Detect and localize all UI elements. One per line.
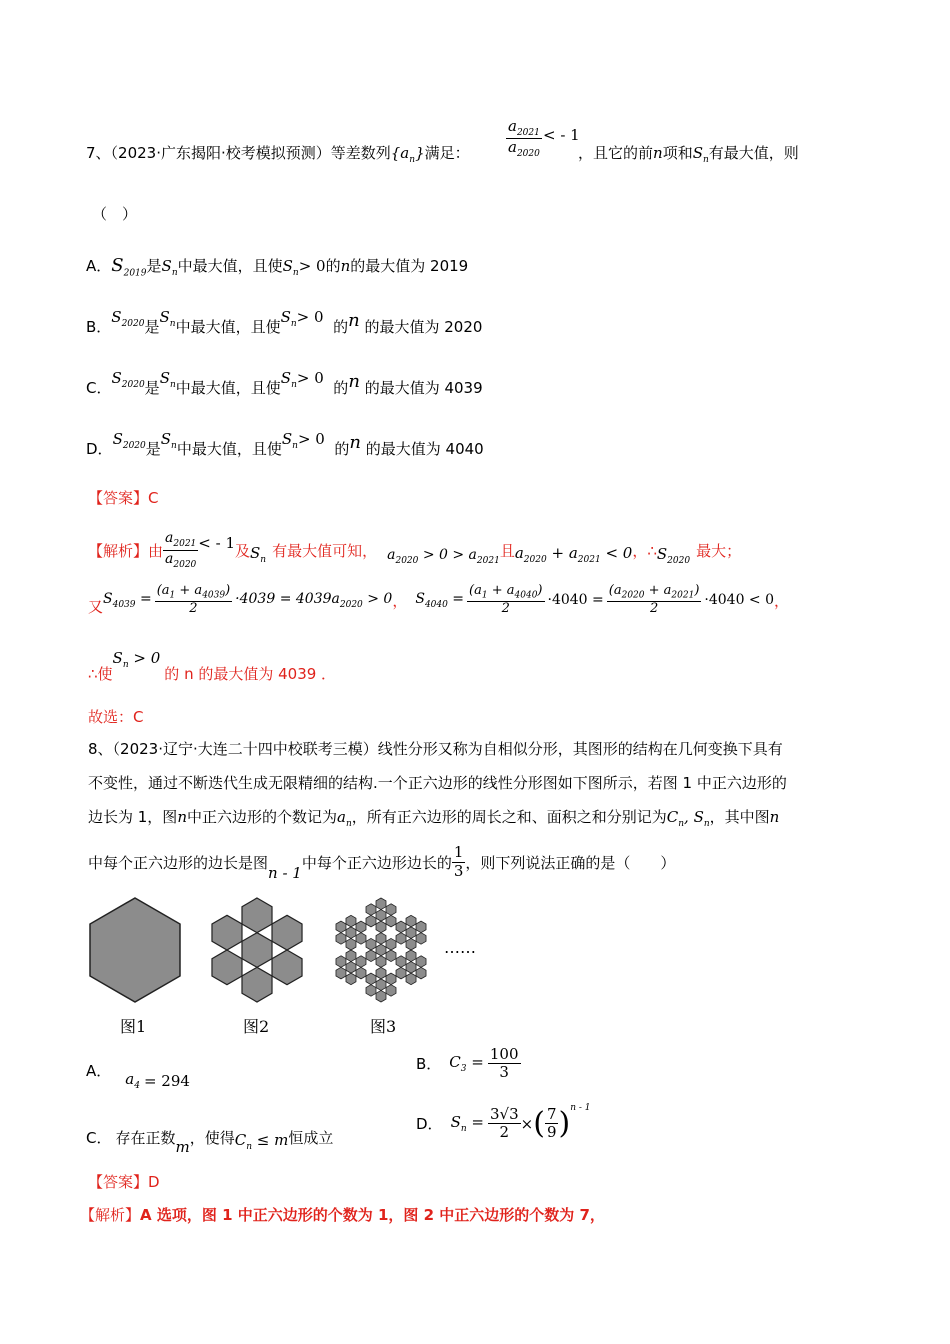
q7-paren: （ ）: [92, 205, 138, 223]
hexagon-shape: [396, 956, 406, 968]
q7-tail3: 有最大值，则: [708, 144, 799, 162]
q8-line3b: 中正六边形的个数记为: [186, 808, 337, 826]
q8-an-sub: n: [345, 819, 352, 829]
q7-cond-fraction: [506, 118, 542, 160]
option-text3: 的最大值为 4040: [365, 440, 484, 458]
option-n: n: [348, 310, 360, 331]
q8-option-c[interactable]: [86, 1118, 333, 1156]
q8-third-den: 3: [453, 861, 464, 880]
line2-frac3: [607, 584, 702, 617]
option-mid: 是: [144, 318, 160, 336]
option-Sn-letter: S: [161, 257, 172, 275]
analysis-Sn: $S_n$: [250, 543, 267, 565]
analysis-ineq2-plus: +: [551, 543, 565, 562]
q7-S-letter: S: [692, 144, 703, 162]
q8-n-1: n - 1: [268, 864, 302, 882]
option-n: n: [349, 432, 361, 453]
q7-analysis-line2: [88, 578, 789, 622]
line2-S4039: $S_{4039}$ =: [103, 590, 152, 610]
option-Sn: [160, 430, 177, 451]
hexagon-shape: [386, 938, 396, 950]
line2-S4040-sub: 4040: [424, 599, 448, 610]
hexagon-shape: [406, 950, 416, 962]
q7-cond-num-a: a: [508, 117, 517, 135]
q7-S-sub: n: [702, 155, 709, 165]
q8-analysis: [80, 1204, 605, 1225]
optA-a4: $a_4$: [125, 1070, 140, 1091]
line2-frac2-sub2: 4040: [514, 590, 538, 601]
q7-stem-tail: [578, 142, 799, 165]
q8-line4b: 中每个正六边形边长的: [301, 853, 452, 872]
option-ineq-sub: n: [292, 441, 298, 451]
option-S: $S_{2020}$: [111, 369, 145, 390]
line2-frac1-sub1: 1: [169, 590, 176, 601]
analysis-and: 及: [235, 541, 251, 560]
option-text2: 的: [325, 257, 341, 275]
option-ineq-S: $S_n$: [281, 430, 298, 451]
option-Sn-sub: n: [169, 380, 176, 390]
q8-Sn-sub: n: [703, 819, 710, 829]
hexagon-shape: [356, 956, 366, 968]
hexagon-shape: [212, 950, 242, 985]
analysis-has-max: 有最大值可知，: [272, 541, 378, 560]
hexagon-shape: [406, 962, 416, 974]
q8-option-b[interactable]: [416, 1046, 521, 1082]
line2-comma: ，: [392, 591, 408, 610]
q8-line3d: ，其中图: [709, 808, 770, 826]
optD-exp: n - 1: [570, 1102, 591, 1113]
option-Sn: [159, 369, 176, 390]
hexagon-shape: [336, 967, 346, 979]
hexagon-shape: [336, 956, 346, 968]
hexagon-shape: [376, 921, 386, 933]
line2-frac2: [467, 584, 544, 617]
hexagon-shape: [212, 915, 242, 950]
analysis-S2020: $S_{2020}$: [656, 544, 691, 566]
hexagon-shape: [346, 962, 356, 974]
analysis-and2: 且: [499, 541, 515, 560]
hexagon-shape: [396, 933, 406, 945]
figure-1-hexagon: [80, 895, 190, 1005]
option-ineq-sub: n: [292, 268, 299, 278]
option-S-sub: 2020: [122, 441, 146, 451]
q7-analysis-line1: [88, 528, 741, 572]
figure-3-hexagons: [326, 895, 436, 1005]
line2-eq2: ·4040 =: [547, 592, 604, 608]
q8-line4: [88, 842, 675, 882]
option-ineq: > 0: [298, 257, 326, 275]
line3-ineq-op: > 0: [133, 648, 161, 667]
q8-line3a: 边长为 1，图: [88, 808, 178, 826]
figure-3-label: 图3: [370, 1017, 397, 1036]
option-mid: 是: [146, 257, 162, 275]
line2-eq1-sub: 2020: [339, 599, 363, 610]
q8-line2: 不变性，通过不断迭代生成无限精细的结构.一个正六边形的线性分形图如下图所示，若图 1 中正六边形的: [88, 774, 787, 792]
option-label: C．: [86, 1128, 112, 1147]
q7-choose: 故选：C: [88, 708, 144, 726]
q8-option-a[interactable]: [86, 1060, 190, 1091]
hexagon-shape: [416, 967, 426, 979]
option-text2: 的: [333, 379, 349, 397]
hexagon-shape: [242, 933, 272, 968]
line3-ineq: $S_n > 0$: [112, 648, 161, 670]
line3-suffix: 的 n 的最大值为 4039 ．: [164, 664, 337, 683]
option-Sn-letter: S: [159, 308, 170, 326]
q7-cond-frac: [506, 118, 542, 160]
option-ineq-S: $S_n$: [280, 369, 297, 390]
line3-ineq-sub: n: [122, 659, 129, 670]
q8-CnSn: $C_n$, $S_n$: [666, 808, 710, 829]
q7-analysis-line3: [88, 644, 336, 684]
hexagon-shape: [376, 990, 386, 1002]
hexagon-shape: [406, 927, 416, 939]
analysis-ineq1: $a_{2020} > 0 > a_{2021}$: [387, 546, 500, 566]
option-text1: 中最大值，且使: [176, 440, 282, 458]
analysis-Sn-sub: n: [260, 554, 267, 565]
optD-rparen: ): [558, 1106, 571, 1142]
option-label: B．: [416, 1055, 442, 1074]
hexagon-shape: [386, 950, 396, 962]
hexagon-shape: [366, 950, 376, 962]
line2-frac3-num: $(a_{2020} + a_{2021})$: [608, 582, 700, 601]
optD-den: 2: [499, 1123, 510, 1142]
option-mid: 是: [145, 440, 161, 458]
line2-comma-end: ，: [774, 591, 790, 610]
optC-m: m: [175, 1138, 190, 1156]
optA-a4-sub: 4: [134, 1081, 140, 1091]
hexagon-shape: [376, 944, 386, 956]
hexagon-shape: [242, 967, 272, 1002]
option-S: $S_{2019}$: [111, 255, 147, 279]
figure-2-label: 图2: [243, 1017, 270, 1036]
hexagon-shape: [272, 915, 302, 950]
line2-frac1: [155, 584, 232, 617]
hexagon-shape: [366, 973, 376, 985]
hexagon-shape: [376, 933, 386, 945]
analysis-ineq2-sub-b: 2021: [577, 554, 601, 565]
line3-prefix: ∴使: [88, 664, 113, 683]
hexagon-shape: [336, 933, 346, 945]
q7-tail1: ，且它的前: [578, 144, 654, 162]
hexagon-shape: [366, 915, 376, 927]
line2-eq3: ·4040 < 0: [704, 592, 775, 608]
option-label: C．: [86, 379, 112, 397]
analysis-ineq2-sub-a: 2020: [523, 554, 547, 565]
q7-stem: [86, 142, 470, 165]
analysis-frac-den: $a_{2020}$: [165, 550, 197, 570]
q7-option-d[interactable]: [86, 430, 484, 461]
optB-den: 3: [499, 1063, 509, 1082]
option-ineq: > 0: [297, 430, 325, 448]
analysis-frac-den-sub: 2020: [173, 559, 197, 570]
option-n: n: [348, 371, 360, 392]
hexagon-shape: [406, 938, 416, 950]
line2-S4040: $S_{4040}$ =: [415, 590, 465, 610]
optD-lparen: (: [533, 1106, 545, 1142]
optB-C3-sub: 3: [460, 1064, 467, 1075]
hexagon-shape: [346, 950, 356, 962]
q7-S: [692, 144, 709, 165]
hexagon-shape: [406, 973, 416, 985]
hexagon-shape: [366, 938, 376, 950]
line2-frac1-sub2: 4039: [202, 590, 226, 601]
hexagon-shape: [346, 915, 356, 927]
optD-times: ×: [520, 1114, 534, 1133]
option-S: $S_{2020}$: [112, 430, 146, 451]
line2-eq1-text: ·4039 = 4039: [235, 590, 332, 607]
line2-frac2-sub1: 1: [481, 590, 488, 601]
option-ineq-sub: n: [290, 319, 297, 329]
figure-1-label: 图1: [120, 1017, 147, 1036]
optD-frac2-den: 9: [546, 1123, 557, 1142]
hexagon-shape: [416, 933, 426, 945]
option-text2: 的: [334, 440, 350, 458]
q7-seq: [390, 144, 425, 165]
option-text3: 的最大值为 2020: [364, 318, 483, 336]
option-S: $S_{2020}$: [111, 308, 145, 329]
line2-gt: > 0: [367, 590, 393, 607]
hexagon-shape: [416, 921, 426, 933]
q7-cond-rhs: < - 1: [543, 126, 580, 144]
q7-tail2: 项和: [662, 144, 693, 162]
q7-cond-num: [506, 118, 542, 139]
hexagon-shape: [386, 915, 396, 927]
q7-seq-close: }: [415, 144, 425, 162]
analysis-therefore: ，∴: [632, 541, 657, 560]
q8-analysis-label: 【解析】: [80, 1206, 141, 1224]
q7-option-c[interactable]: [86, 369, 483, 400]
option-Sn: [159, 308, 176, 329]
hexagon-shape: [386, 985, 396, 997]
analysis-ineq2-lt: < 0: [605, 543, 633, 562]
q8-third-num: 1: [453, 843, 464, 862]
figure-2-hexagons: [202, 895, 312, 1005]
analysis-frac-num-sub: 2021: [173, 539, 197, 550]
option-S-sub: 2020: [121, 380, 145, 390]
option-S-sub: 2019: [123, 268, 147, 279]
option-text3: 的最大值为 4039: [364, 379, 483, 397]
q7-option-a[interactable]: [86, 255, 468, 279]
analysis-ineq2: $a_{2020} + a_{2021} < 0$: [514, 543, 633, 565]
hexagon-shape: [376, 967, 386, 979]
option-mid: 是: [144, 379, 160, 397]
hexagon-shape: [366, 985, 376, 997]
q7-seq-sub: n: [409, 155, 416, 165]
option-Sn-letter: S: [159, 369, 170, 387]
hexagon-shape: [406, 915, 416, 927]
option-Sn-sub: n: [171, 268, 178, 278]
hexagon-shape: [356, 967, 366, 979]
option-text1: 中最大值，且使: [175, 318, 281, 336]
analysis-ineq1-sub-b: 2021: [476, 555, 500, 566]
optC-text3: 恒成立: [288, 1128, 334, 1147]
hexagon-shape: [346, 927, 356, 939]
hexagon-shape: [396, 967, 406, 979]
hexagon-shape: [416, 956, 426, 968]
option-text2: 的: [333, 318, 349, 336]
q7-cond-den: [506, 139, 542, 159]
optA-value: = 294: [143, 1071, 190, 1090]
option-ineq: > 0: [296, 308, 324, 326]
line2-frac2-den: 2: [501, 600, 510, 616]
optD-frac2: [545, 1106, 559, 1142]
line2-frac3-sub2: 2021: [671, 590, 695, 601]
q8-n: n: [177, 808, 187, 826]
optB-frac: [488, 1046, 521, 1082]
hexagon-shape: [272, 950, 302, 985]
option-S-sub: 2020: [121, 319, 145, 329]
option-label: B．: [86, 318, 112, 336]
q8-option-d[interactable]: [416, 1102, 591, 1142]
q8-line3c: ，所有正六边形的周长之和、面积之和分别记为: [351, 808, 667, 826]
q8-analysis-text: A 选项，图 1 中正六边形的个数为 1，图 2 中正六边形的个数为 7，: [140, 1206, 605, 1224]
line2-frac1-den: 2: [189, 600, 198, 616]
analysis-S2020-sub: 2020: [667, 555, 691, 566]
line2-frac3-den: 2: [649, 600, 659, 616]
q8-answer: 【答案】D: [88, 1173, 160, 1191]
q7-option-b[interactable]: [86, 308, 483, 339]
option-text1: 中最大值，且使: [175, 379, 281, 397]
q7-seq-open: {a: [390, 144, 410, 162]
optC-text2: ，使得: [189, 1128, 235, 1147]
optB-num: 100: [489, 1045, 519, 1063]
optD-Sn: $S_n$ =: [450, 1113, 484, 1135]
line2-you: 又: [88, 597, 104, 616]
hexagon-shape: [376, 956, 386, 968]
hexagon-shape: [356, 921, 366, 933]
q8-third: [452, 844, 466, 880]
q7-n: n: [653, 144, 663, 162]
option-text3: 的最大值为 2019: [350, 257, 469, 275]
option-Sn: [161, 257, 178, 278]
option-label: D．: [86, 440, 113, 458]
option-ineq-S: $S_n$: [282, 257, 299, 278]
option-ineq-sub: n: [291, 380, 297, 390]
hexagon-shape: [376, 898, 386, 910]
q8-an: $a_n$: [337, 808, 352, 829]
option-Sn-letter: S: [160, 430, 172, 448]
q8-line3: [88, 806, 779, 829]
option-label: A．: [86, 257, 112, 275]
analysis-max: 最大；: [696, 541, 742, 560]
optC-ineq: $C_n \le m$: [234, 1130, 289, 1152]
line2-frac3-sub1: 2020: [621, 590, 645, 601]
option-ineq-S: $S_n$: [280, 308, 297, 329]
analysis-ineq1-sub-a: 2020: [395, 555, 419, 566]
analysis-label: 【解析】由: [88, 541, 164, 560]
option-label: A．: [86, 1062, 112, 1080]
optD-num: 3√3: [489, 1105, 519, 1123]
option-Sn-sub: n: [171, 441, 177, 451]
option-ineq: > 0: [296, 369, 324, 387]
q8-Cn-sub: n: [678, 819, 685, 829]
option-text1: 中最大值，且使: [177, 257, 283, 275]
option-n: n: [340, 257, 351, 275]
q7-prefix: 7、（2023·广东揭阳·校考模拟预测）等差数列: [86, 144, 391, 162]
hexagon-shape: [366, 904, 376, 916]
line2-S4039-sub: 4039: [112, 599, 136, 610]
hexagon-shape: [90, 898, 180, 1002]
q8-line4c: ，则下列说法正确的是（ ）: [465, 853, 676, 872]
q7-answer: 【答案】C: [88, 489, 159, 507]
optD-Sn-sub: n: [460, 1124, 467, 1135]
analysis-frac: [163, 530, 198, 569]
line2-frac2-num: $(a_1 + a_{4040})$: [469, 582, 543, 601]
hexagon-shape: [346, 973, 356, 985]
line2-frac1-num: $(a_1 + a_{4039})$: [156, 582, 231, 601]
optD-frac2-num: 7: [546, 1105, 557, 1123]
q8-line1: 8、（2023·辽宁·大连二十四中校联考三模）线性分形又称为自相似分形，其图形的结构在几何变换下具有: [88, 740, 783, 758]
hexagon-shape: [386, 973, 396, 985]
option-label: D．: [416, 1115, 443, 1134]
hexagon-shape: [396, 921, 406, 933]
q7-cond-num-sub: 2021: [516, 128, 540, 138]
analysis-cond-rhs: < - 1: [198, 534, 235, 552]
hexagon-shape: [242, 898, 272, 933]
optC-Cn-sub: n: [246, 1141, 253, 1152]
q7-mid: 满足：: [424, 144, 470, 162]
optB-C3: $C_3$ =: [449, 1053, 484, 1075]
hexagon-shape: [336, 921, 346, 933]
hexagon-shape: [356, 933, 366, 945]
hexagon-shape: [386, 904, 396, 916]
hexagon-shape: [346, 938, 356, 950]
analysis-frac-num: $a_{2021}$: [165, 530, 197, 550]
option-Sn-sub: n: [169, 319, 176, 329]
hexagon-shape: [376, 910, 386, 922]
analysis-ineq1-op: > 0 >: [422, 546, 465, 563]
hexagon-shape: [376, 979, 386, 991]
optD-frac1: [488, 1106, 521, 1142]
figure-ellipsis: ……: [444, 938, 476, 957]
q8-line4a: 中每个正六边形的边长是图: [88, 853, 269, 872]
q7-cond-den-a: a: [508, 138, 517, 157]
q7-cond-den-sub: 2020: [516, 149, 540, 160]
optC-text1: 存在正数: [115, 1128, 176, 1147]
line2-eq1: $\cdot 4039 = 4039a_{2020} > 0$: [235, 590, 393, 610]
q8-n2: n: [769, 808, 780, 826]
